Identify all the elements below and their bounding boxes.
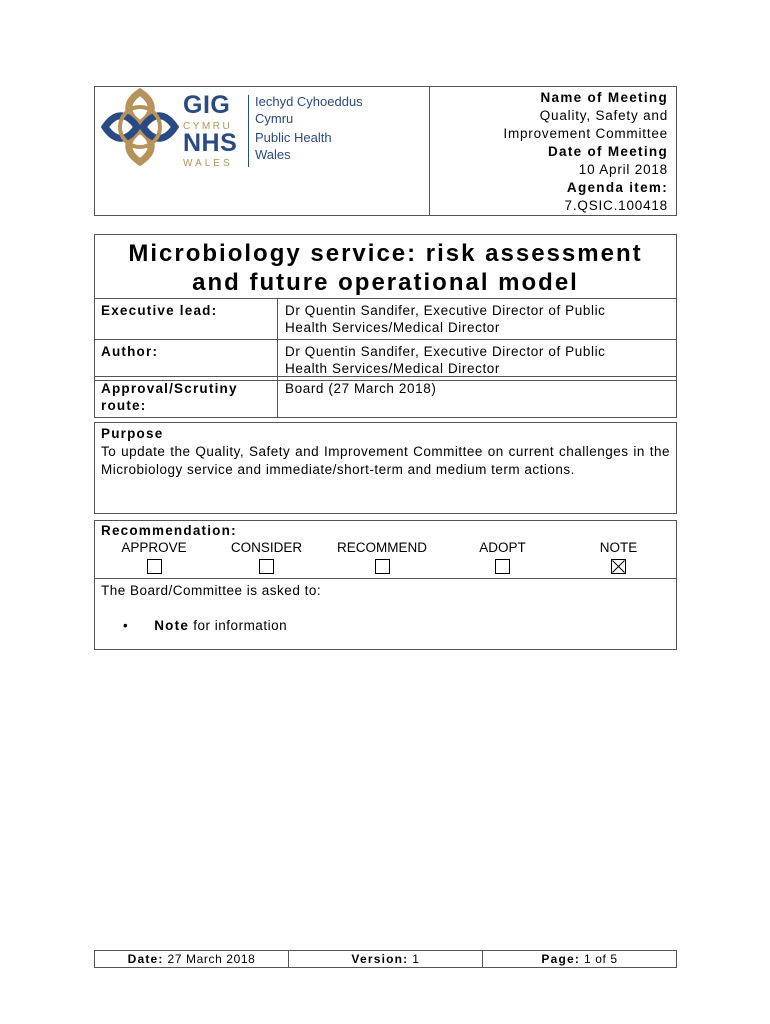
recommendation-body <box>95 579 677 650</box>
bullet-rest-text: for information <box>189 618 288 633</box>
purpose-cell <box>95 423 677 514</box>
meeting-info-cell <box>430 87 677 216</box>
org-english-line2: Wales <box>255 147 291 162</box>
option-approve-checkbox[interactable] <box>147 559 162 574</box>
footer-version-label: Version: <box>351 952 409 966</box>
option-approve <box>95 540 213 574</box>
option-approve-label: APPROVE <box>121 540 187 555</box>
meeting-date-label: Date of Meeting <box>547 144 668 159</box>
meeting-date-value: 10 April 2018 <box>578 162 668 177</box>
bullet-dot-icon: • <box>123 618 129 633</box>
option-adopt-label: ADOPT <box>479 540 526 555</box>
logo-cell <box>95 87 430 216</box>
title-line2: and future operational model <box>192 269 579 296</box>
agenda-item-value: 7.QSIC.100418 <box>564 198 668 213</box>
approval-label-line1: Approval/Scrutiny <box>101 381 238 396</box>
executive-lead-label: Executive lead: <box>95 299 278 340</box>
bullet-item <box>101 618 670 633</box>
option-consider <box>213 540 320 574</box>
approval-label <box>95 377 278 418</box>
title-line1: Microbiology service: risk assessment <box>128 240 643 267</box>
logo-nhs-text: NHS <box>183 129 238 157</box>
author-label: Author: <box>95 340 278 381</box>
footer-version-value: 1 <box>408 952 420 966</box>
approval-table <box>94 376 677 418</box>
executive-lead-value <box>278 299 677 340</box>
footer-page-value: 1 of 5 <box>580 952 618 966</box>
meeting-name-line2: Improvement Committee <box>503 126 668 141</box>
footer-page-label: Page: <box>541 952 581 966</box>
option-adopt-checkbox[interactable] <box>495 559 510 574</box>
recommendation-options-cell <box>95 521 677 579</box>
option-recommend-checkbox[interactable] <box>375 559 390 574</box>
logo-cymru-text: CYMRU <box>183 121 233 132</box>
asked-text: The Board/Committee is asked to: <box>101 583 322 598</box>
option-note-label: NOTE <box>599 540 638 555</box>
org-welsh-line1: Iechyd Cyhoeddus <box>255 94 363 109</box>
org-welsh-line2: Cymru <box>255 111 294 126</box>
footer-date-value: 27 March 2018 <box>163 952 256 966</box>
option-consider-checkbox[interactable] <box>259 559 274 574</box>
purpose-heading: Purpose <box>101 426 164 441</box>
recommendation-table <box>94 520 677 650</box>
option-recommend <box>320 540 444 574</box>
celtic-knot-logo-icon <box>101 88 179 166</box>
option-recommend-label: RECOMMEND <box>337 540 427 555</box>
purpose-text: To update the Quality, Safety and Improvement Committee on current challenges in the Microbiology service and immediate/short-term and medium term actions. <box>101 444 670 477</box>
option-consider-label: CONSIDER <box>230 540 303 555</box>
logo-wales-text: WALES <box>183 158 233 169</box>
header-table <box>94 86 677 216</box>
footer-table <box>94 950 677 968</box>
approval-value: Board (27 March 2018) <box>278 377 677 418</box>
document-title <box>95 235 677 299</box>
exec-line2: Health Services/Medical Director <box>285 320 501 335</box>
title-table <box>94 234 677 381</box>
recommendation-options <box>95 540 676 574</box>
option-note-checkbox[interactable] <box>611 559 626 574</box>
exec-line1: Dr Quentin Sandifer, Executive Director of Public <box>285 303 606 318</box>
meeting-name-line1: Quality, Safety and <box>539 108 668 123</box>
org-english-line1: Public Health <box>255 130 332 145</box>
option-note <box>561 540 676 574</box>
footer-date <box>95 951 289 968</box>
author-line1: Dr Quentin Sandifer, Executive Director of Public <box>285 344 606 359</box>
option-adopt <box>444 540 561 574</box>
footer-date-label: Date: <box>127 952 164 966</box>
footer-version <box>289 951 483 968</box>
author-line2: Health Services/Medical Director <box>285 361 501 376</box>
author-value <box>278 340 677 381</box>
approval-label-line2: route: <box>101 398 147 413</box>
purpose-table <box>94 422 677 514</box>
footer-page <box>483 951 677 968</box>
agenda-item-label: Agenda item: <box>566 180 668 195</box>
meeting-name-label: Name of Meeting <box>540 90 668 105</box>
logo-divider <box>248 95 249 167</box>
recommendation-heading: Recommendation: <box>101 523 237 538</box>
bullet-bold-text: Note <box>154 618 190 633</box>
logo-gig-text: GIG <box>183 91 231 119</box>
